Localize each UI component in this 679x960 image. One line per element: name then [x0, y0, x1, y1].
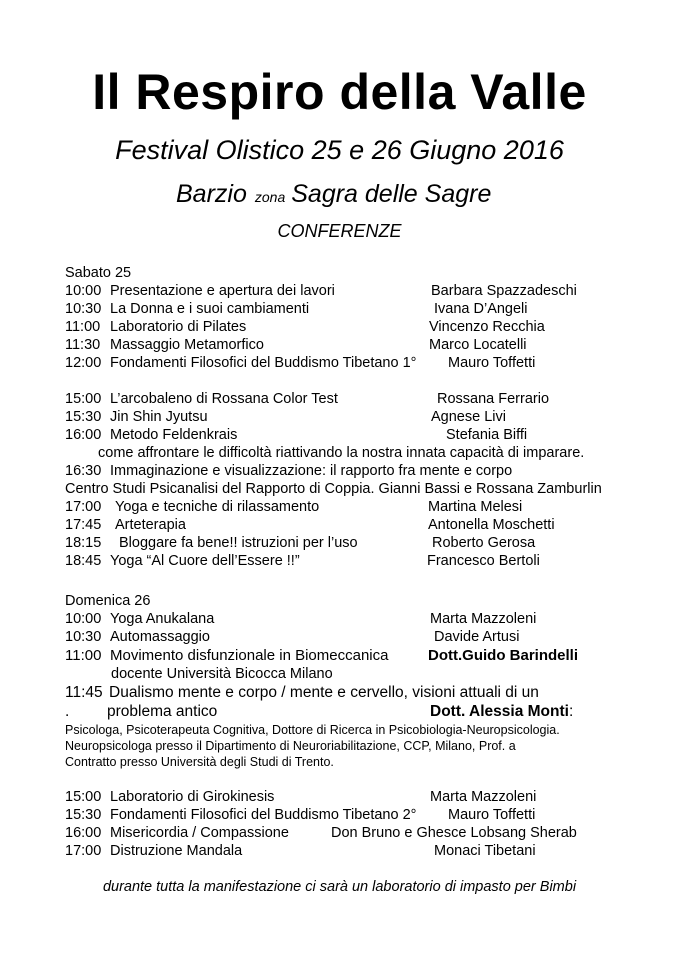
item-speaker: Marta Mazzoleni: [430, 611, 537, 627]
item-time: 18:45: [65, 553, 102, 569]
item-time: 17:00: [65, 843, 102, 859]
item-time: 11:30: [65, 337, 101, 353]
item-title: L’arcobaleno di Rossana Color Test: [110, 391, 338, 407]
item-title: Arteterapia: [115, 517, 186, 533]
item-time: 15:30: [65, 807, 102, 823]
item-speaker: Davide Artusi: [434, 629, 520, 645]
item-time: 18:15: [65, 535, 102, 551]
day-heading-sunday: Domenica 26: [65, 593, 151, 609]
item-title: Presentazione e apertura dei lavori: [110, 283, 335, 299]
item-speaker: Marco Locatelli: [429, 337, 527, 353]
item-time: 10:00: [65, 611, 102, 627]
page-title: Il Respiro della Valle: [92, 64, 587, 120]
item-speaker: Ivana D’Angeli: [434, 301, 528, 317]
item-time: 12:00: [65, 355, 102, 371]
item-title: Laboratorio di Pilates: [110, 319, 247, 335]
day-heading-saturday: Sabato 25: [65, 265, 132, 281]
item-title: Fondamenti Filosofici del Buddismo Tibetano 2°: [110, 807, 417, 823]
item-title: Dualismo mente e corpo / mente e cervello, visioni attuali di un: [109, 684, 539, 701]
item-time: 10:30: [65, 629, 102, 645]
item-title: La Donna e i suoi cambiamenti: [110, 301, 310, 317]
item-time: 17:00: [65, 499, 102, 515]
item-speaker: Francesco Bertoli: [427, 553, 540, 569]
item-description: Psicologa, Psicoterapeuta Cognitiva, Dottore di Ricerca in Psicobiologia-Neuropsicologia.: [65, 723, 560, 737]
item-speaker: Barbara Spazzadeschi: [431, 283, 577, 299]
section-heading: CONFERENZE: [277, 221, 402, 241]
item-speaker: Antonella Moschetti: [428, 517, 555, 533]
item-time: .: [65, 703, 70, 720]
item-title: problema antico: [107, 703, 218, 720]
item-title: Yoga “Al Cuore dell’Essere !!”: [110, 553, 300, 569]
item-title: Immaginazione e visualizzazione: il rapporto fra mente e corpo: [110, 463, 513, 479]
location-zona: zona: [254, 189, 286, 205]
item-speaker: Don Bruno e Ghesce Lobsang Sherab: [331, 825, 577, 841]
item-title: Laboratorio di Girokinesis: [110, 789, 275, 805]
location-city: Barzio: [176, 180, 247, 208]
item-title: Jin Shin Jyutsu: [110, 409, 208, 425]
item-speaker: Dott. Alessia Monti: [430, 703, 569, 720]
item-speaker: Stefania Biffi: [446, 427, 528, 443]
item-time: 15:00: [65, 391, 102, 407]
item-title: Automassaggio: [110, 629, 210, 645]
item-time: 10:00: [65, 283, 102, 299]
item-time: 17:45: [65, 517, 102, 533]
item-title: Movimento disfunzionale in Biomeccanica: [110, 647, 389, 664]
speaker-suffix: :: [568, 703, 574, 720]
item-speaker: Agnese Livi: [431, 409, 506, 425]
item-time: 16:00: [65, 427, 102, 443]
item-time: 16:30: [65, 463, 102, 479]
item-time: 11:00: [65, 319, 101, 335]
festival-subtitle: Festival Olistico 25 e 26 Giugno 2016: [115, 135, 564, 165]
item-speaker: Rossana Ferrario: [437, 391, 550, 407]
item-description: Contratto presso Università degli Studi di Trento.: [65, 755, 334, 769]
location-line: [176, 177, 491, 215]
location-place: Sagra delle Sagre: [291, 180, 492, 208]
item-time: 10:30: [65, 301, 102, 317]
item-speaker: Martina Melesi: [428, 499, 523, 515]
item-title: Bloggare fa bene!! istruzioni per l’uso: [119, 535, 358, 551]
item-title: Metodo Feldenkrais: [110, 427, 238, 443]
item-speaker: Marta Mazzoleni: [430, 789, 537, 805]
item-time: 15:30: [65, 409, 102, 425]
item-title: Yoga Anukalana: [110, 611, 215, 627]
item-description: come affrontare le difficoltà riattivando la nostra innata capacità di imparare.: [98, 445, 585, 461]
item-time: 11:00: [65, 647, 102, 664]
item-title: Massaggio Metamorfico: [110, 337, 264, 353]
item-time: 16:00: [65, 825, 102, 841]
item-speaker: Monaci Tibetani: [434, 843, 536, 859]
item-speaker: Dott.Guido Barindelli: [428, 647, 578, 664]
footer-note: durante tutta la manifestazione ci sarà un laboratorio di impasto per Bimbi: [102, 879, 577, 895]
item-time: 15:00: [65, 789, 102, 805]
item-title: Fondamenti Filosofici del Buddismo Tibetano 1°: [110, 355, 417, 371]
item-description: docente Università Bicocca Milano: [111, 666, 333, 682]
item-speaker: Mauro Toffetti: [448, 355, 536, 371]
item-description: Centro Studi Psicanalisi del Rapporto di Coppia. Gianni Bassi e Rossana Zamburlin: [65, 481, 602, 497]
item-title: Yoga e tecniche di rilassamento: [115, 499, 320, 515]
item-title: Distruzione Mandala: [110, 843, 243, 859]
item-title: Misericordia / Compassione: [110, 825, 289, 841]
item-speaker: Roberto Gerosa: [432, 535, 536, 551]
item-speaker: Mauro Toffetti: [448, 807, 536, 823]
item-time: 11:45: [65, 684, 103, 701]
item-description: Neuropsicologa presso il Dipartimento di Neuroriabilitazione, CCP, Milano, Prof. a: [65, 739, 516, 753]
item-speaker: Vincenzo Recchia: [429, 319, 545, 335]
